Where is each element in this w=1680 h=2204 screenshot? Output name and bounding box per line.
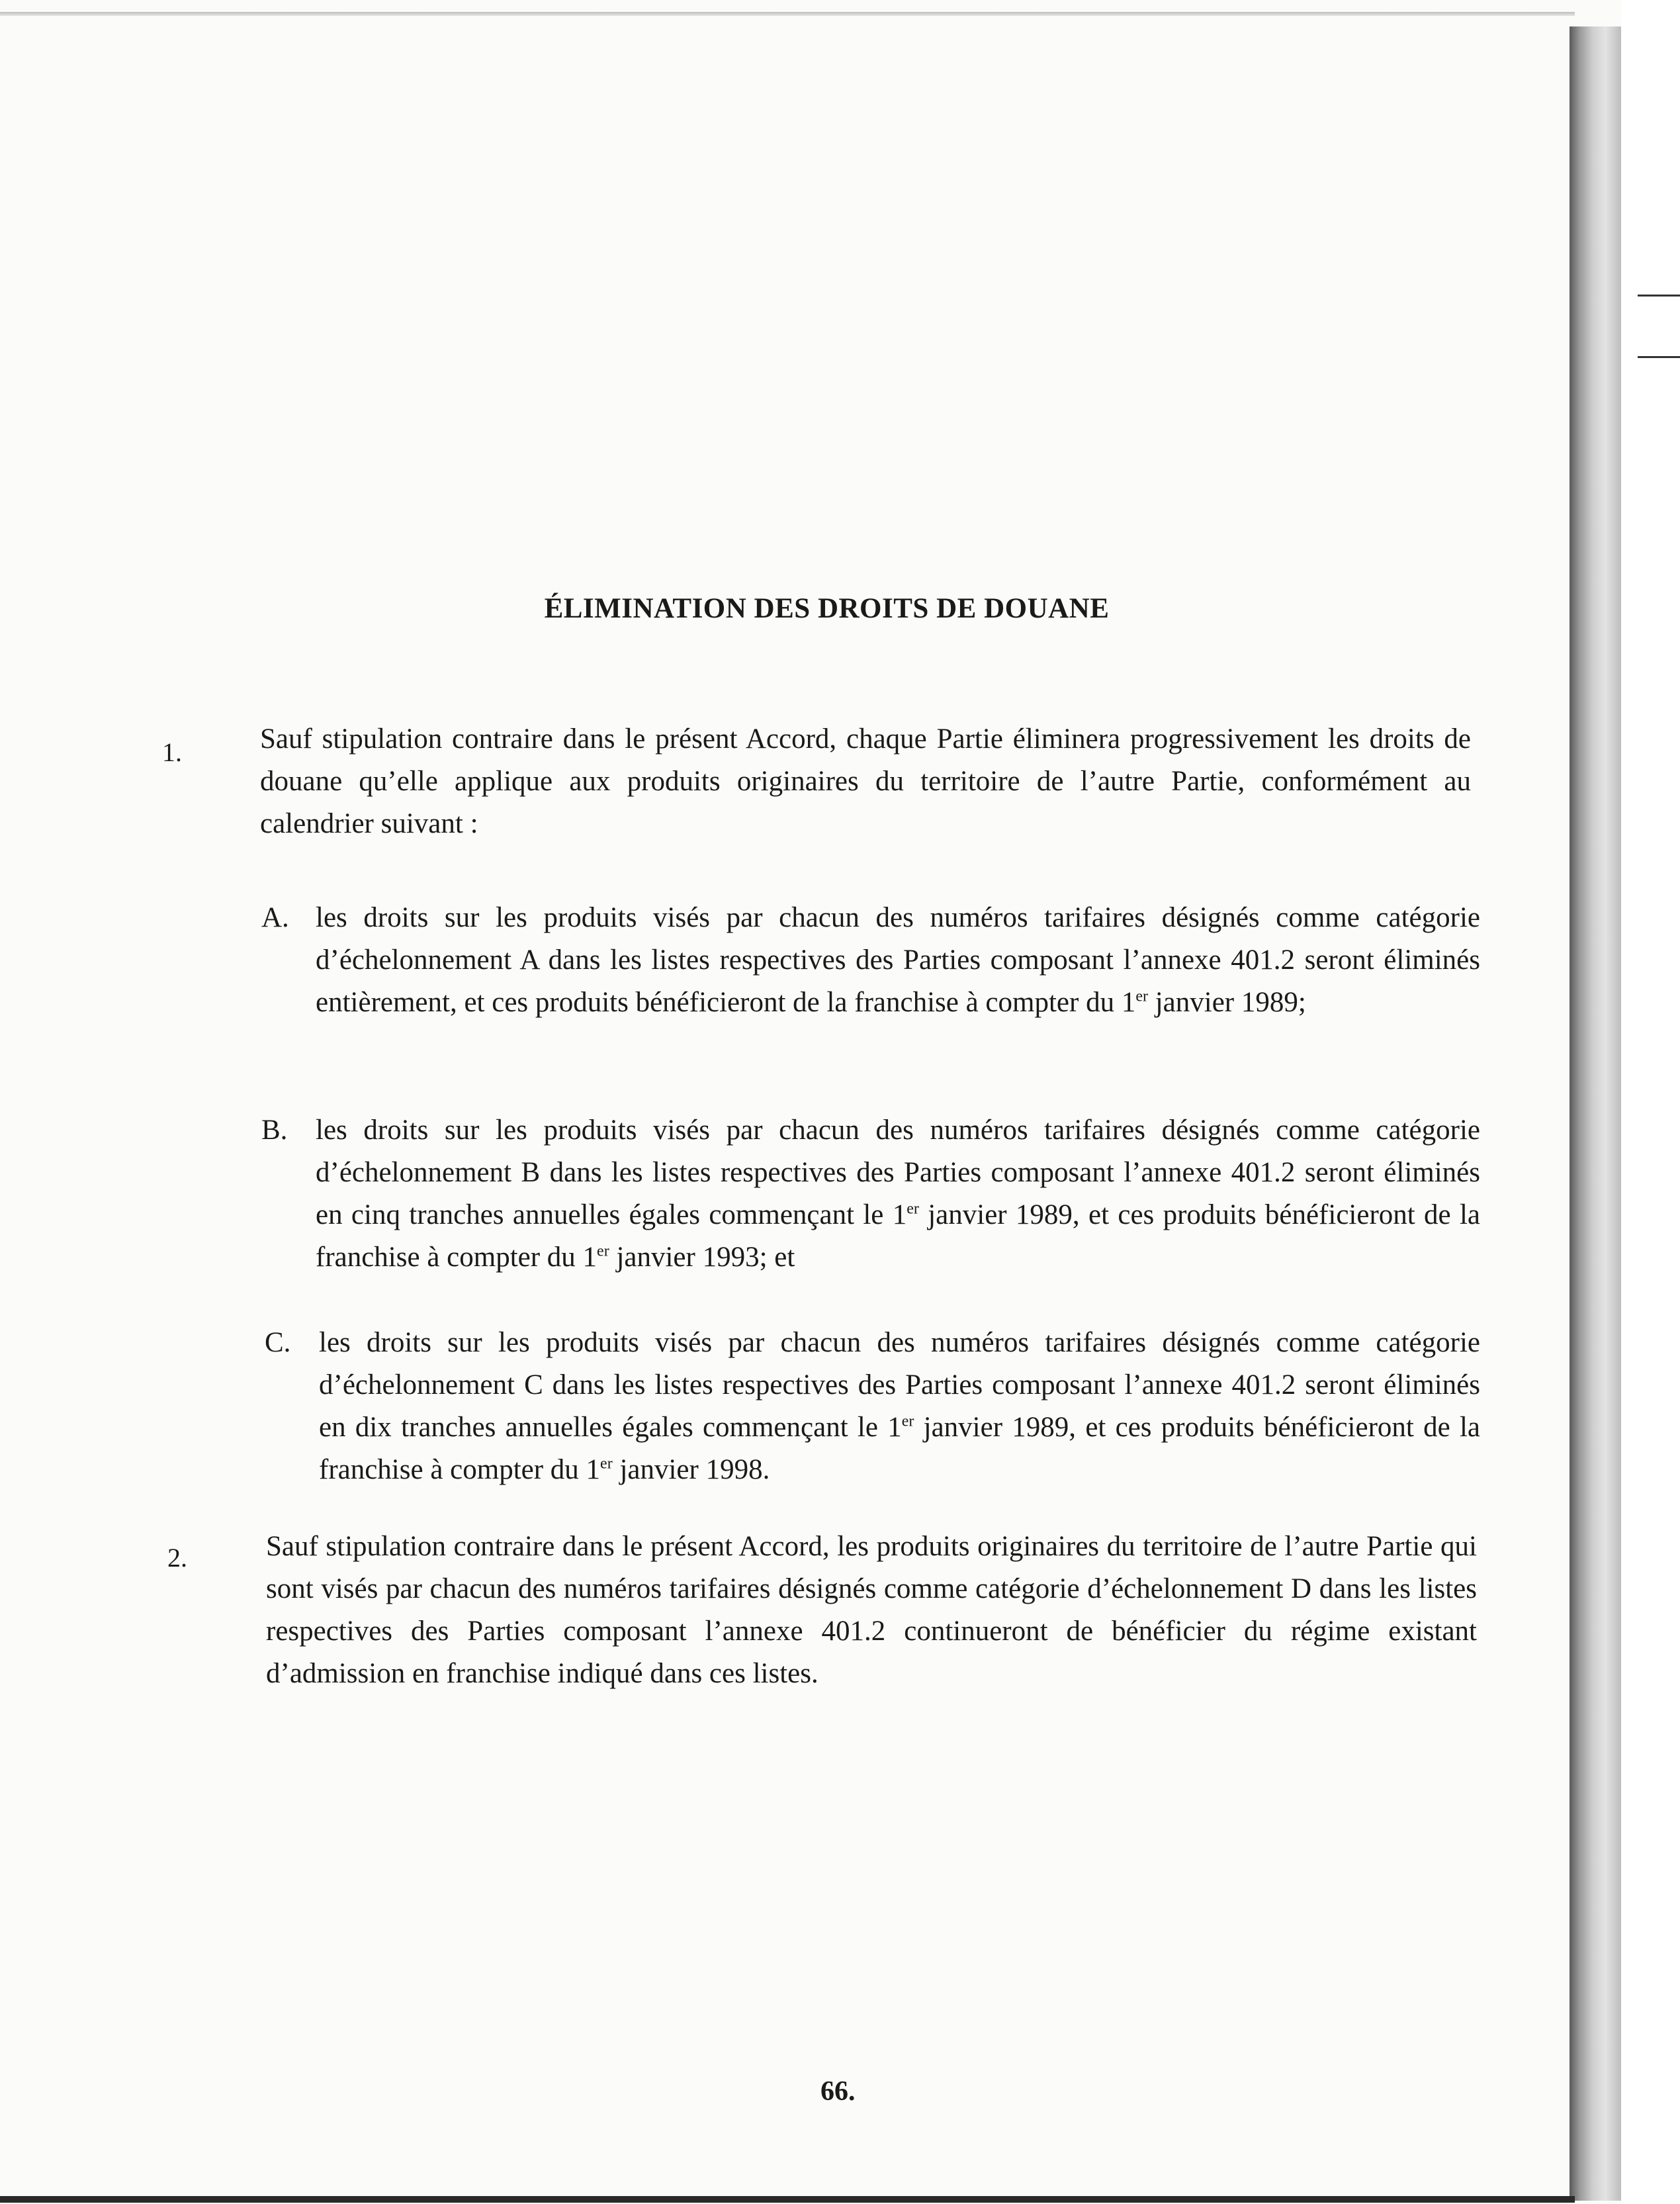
page-title: ÉLIMINATION DES DROITS DE DOUANE xyxy=(544,593,1110,624)
item-c-text-part: les droits sur les produits visés par chacun des numéros tarifaires désignés comme catégorie d’échelonnement C dans les listes respectives des Parties composant l’annexe 401.2 seront éliminés en dix tranches annuelles égales commençant le 1 xyxy=(319,1327,1480,1443)
item-b-text-part: les droits sur les produits visés par chacun des numéros tarifaires désignés comme catégorie d’échelonnement B dans les listes respectives des Parties composant l’annexe 401.2 seront éliminés en cinq tranches annuelles égales commençant le 1 xyxy=(316,1115,1480,1230)
item-c-text xyxy=(319,1322,1480,1491)
paragraph-number: 2. xyxy=(167,1543,187,1573)
right-margin xyxy=(1621,0,1680,2204)
paragraph-1-text: Sauf stipulation contraire dans le présent Accord, chaque Partie éliminera progressivement les droits de douane qu’elle applique aux produits originaires du territoire de l’autre Partie, conformément au calendrier suivant : xyxy=(260,723,1471,839)
margin-tick-mark xyxy=(1638,356,1680,358)
item-c-text-part: janvier 1998. xyxy=(612,1454,770,1485)
item-a-text-part: les droits sur les produits visés par chacun des numéros tarifaires désignés comme catégorie d’échelonnement A dans les listes respectives des Parties composant l’annexe 401.2 seront éliminés entièrement, et ces produits bénéficieront de la franchise à compter du 1 xyxy=(316,902,1480,1018)
page-number: 66. xyxy=(820,2076,856,2107)
binding-edge xyxy=(1569,26,1621,2201)
paragraph-number: 1. xyxy=(162,737,182,767)
margin-tick-mark xyxy=(1638,295,1680,297)
paragraph-2-text: Sauf stipulation contraire dans le présent Accord, les produits originaires du territoire de l’autre Partie qui sont visés par chacun des numéros tarifaires désignés comme catégorie d’échelonnement D dans les listes respectives des Parties composant l’annexe 401.2 continueront de bénéficier du régime existant d’admission en franchise indiqué dans ces listes. xyxy=(266,1531,1477,1689)
ordinal-superscript: er xyxy=(600,1455,613,1473)
top-page-edge xyxy=(0,12,1575,16)
item-b-text-part: janvier 1989, et ces produits bénéficieront de la franchise à compter du 1 xyxy=(316,1199,1480,1273)
item-letter: B. xyxy=(261,1115,288,1146)
item-b-text xyxy=(316,1109,1480,1279)
ordinal-superscript: er xyxy=(901,1412,914,1430)
item-letter: A. xyxy=(261,902,289,933)
ordinal-superscript: er xyxy=(1135,987,1148,1005)
item-a-text xyxy=(316,897,1480,1024)
ordinal-superscript: er xyxy=(597,1242,609,1260)
item-letter: C. xyxy=(265,1327,291,1358)
item-b-text-part: janvier 1993; et xyxy=(609,1242,795,1273)
item-c-text-part: janvier 1989, et ces produits bénéficieront de la franchise à compter du 1 xyxy=(319,1412,1480,1485)
bottom-page-edge xyxy=(0,2196,1575,2203)
ordinal-superscript: er xyxy=(906,1200,919,1218)
item-a-text-part: janvier 1989; xyxy=(1147,987,1306,1018)
